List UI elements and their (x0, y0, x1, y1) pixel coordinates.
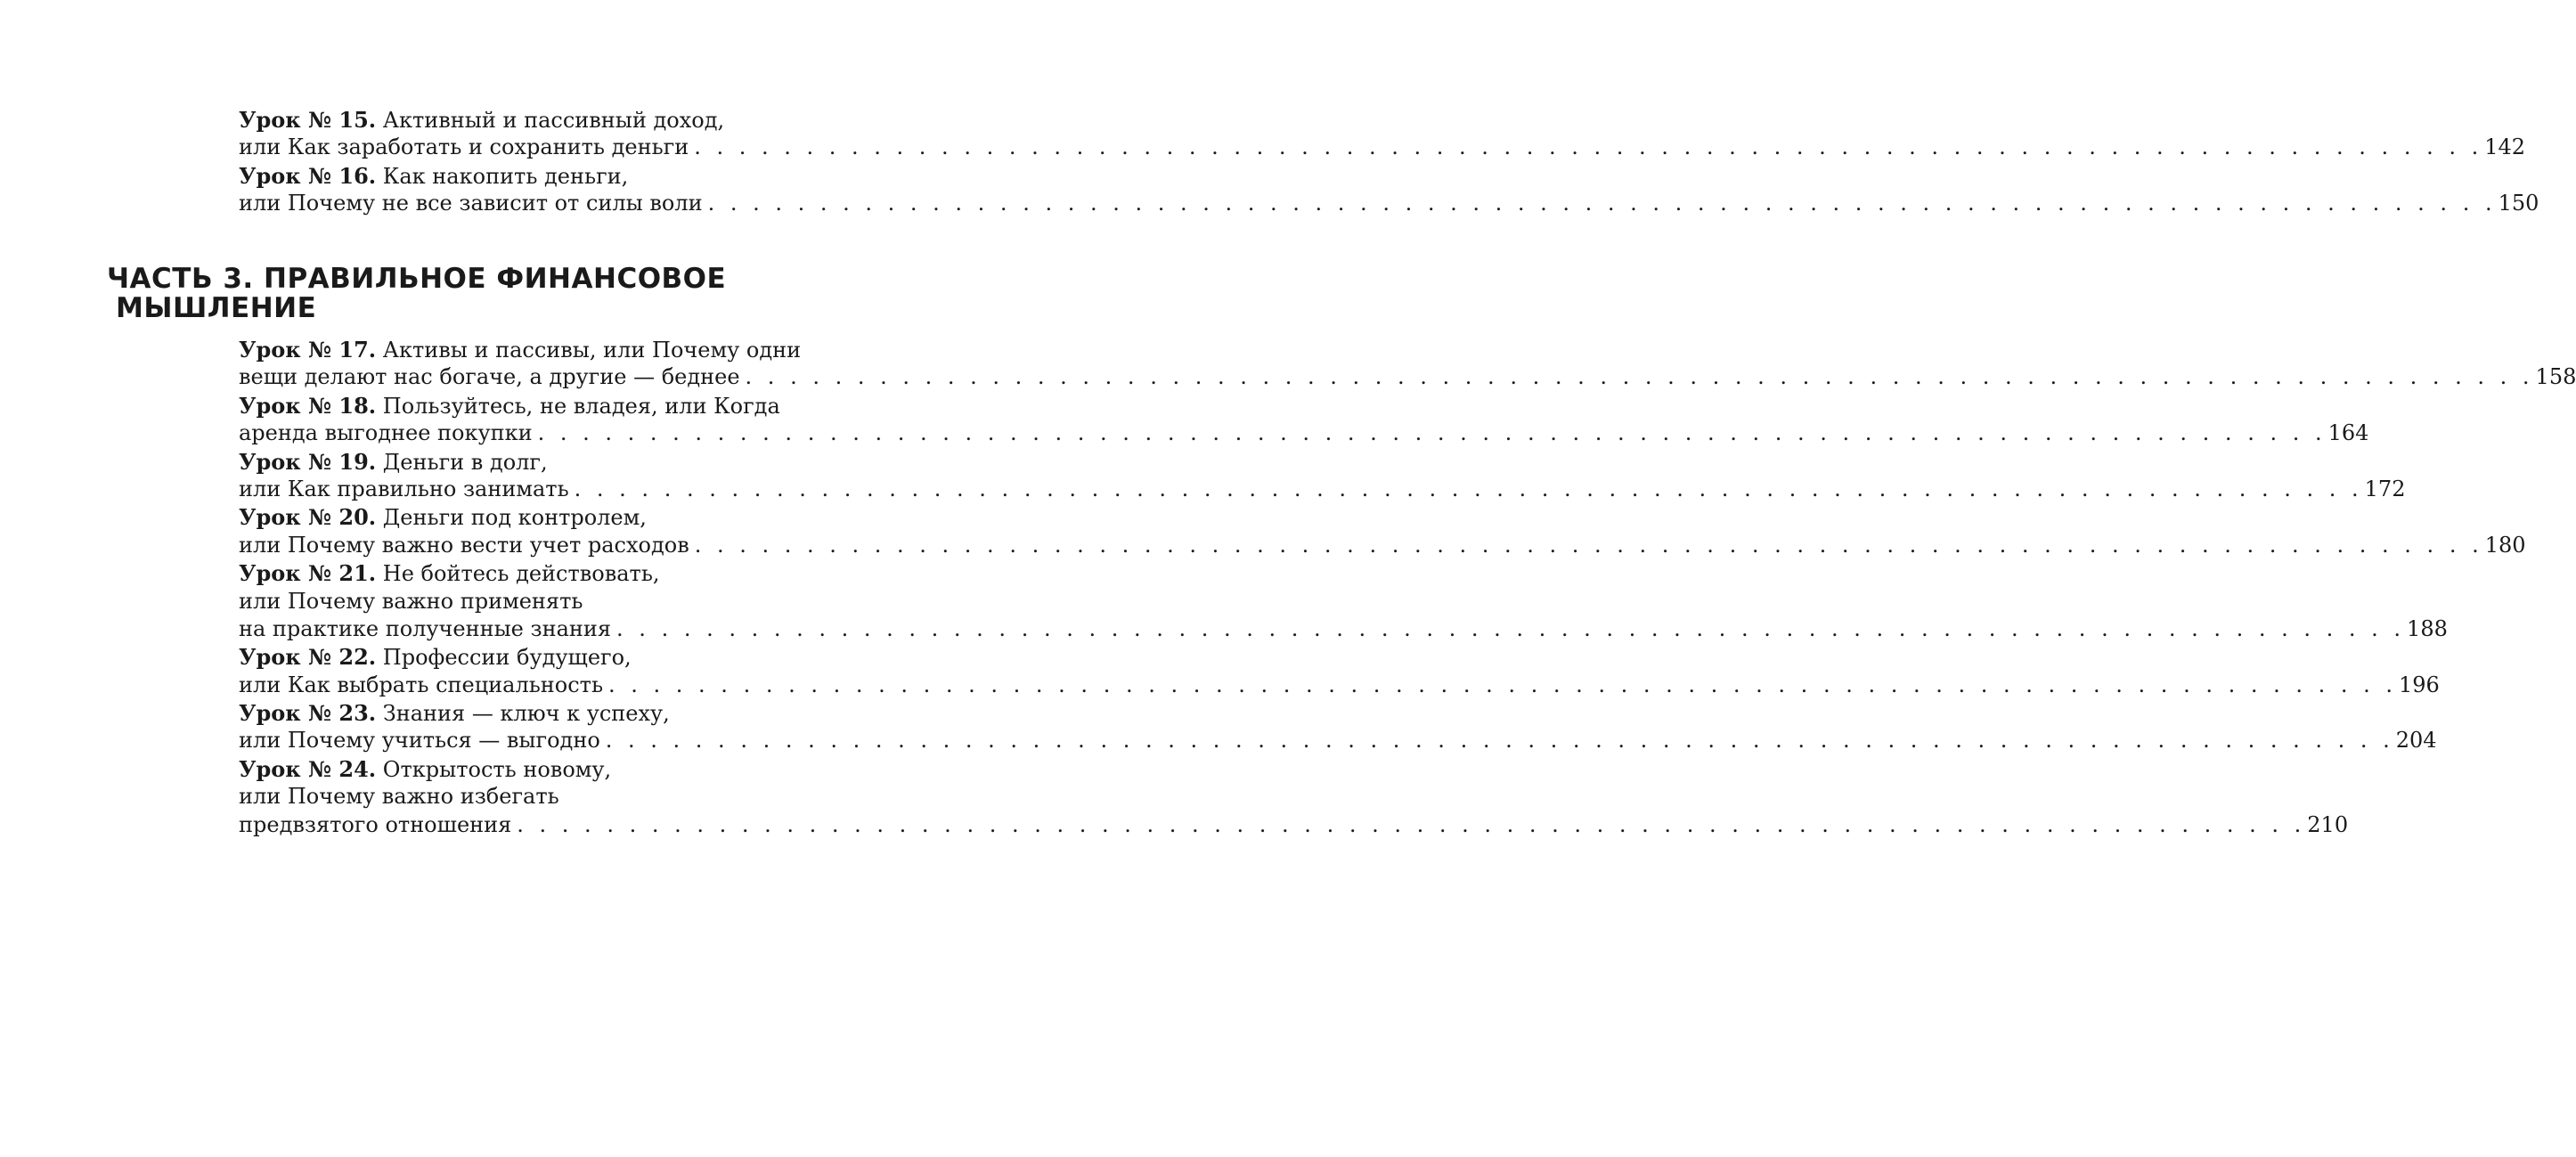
lesson-title-line: Как накопить деньги, (382, 163, 629, 189)
toc-entry-text (239, 783, 559, 811)
toc-entry-line (239, 392, 814, 420)
toc-entry[interactable] (239, 699, 2437, 755)
toc-entry-line (239, 503, 814, 531)
lesson-number: Урок № 15. (239, 107, 377, 133)
lesson-title-line: Профессии будущего, (382, 645, 632, 671)
toc-entry-text (239, 503, 647, 532)
toc-entry-line (239, 643, 814, 671)
toc-entry-line (239, 162, 814, 190)
dot-leader: . . . . . . . . . . . . . . . . . . . . . . . . . . . . . . . . . . . . . . . . . . . . . . . . . . . . . . . . . . . . . . . . . . . . . . . . . . . . . . . . (517, 811, 2306, 837)
toc-entry-line (239, 811, 2349, 839)
lesson-title-line: или Почему учиться — выгодно (239, 728, 600, 754)
lesson-title-line: Знания — ключ к успеху, (382, 701, 670, 727)
part-title-line2: МЫШЛЕНИЕ (116, 292, 317, 324)
part-title-line1: ЧАСТЬ 3. ПРАВИЛЬНОЕ ФИНАНСОВОЕ (107, 263, 727, 295)
toc-entry-text (239, 755, 611, 784)
page-number: 180 (2484, 532, 2526, 558)
dot-leader: . . . . . . . . . . . . . . . . . . . . . . . . . . . . . . . . . . . . . . . . . . . . . . . . . . . . . . . . . . . . . . . . . . . . . . . . . . . . . . . . (537, 420, 2327, 446)
lesson-title-line: или Как выбрать специальность (239, 672, 604, 697)
dot-leader: . . . . . . . . . . . . . . . . . . . . . . . . . . . . . . . . . . . . . . . . . . . . . . . . . . . . . . . . . . . . . . . . . . . . . . . . . . . . . . . . (605, 728, 2394, 754)
toc-entry-text (239, 392, 780, 420)
lesson-number: Урок № 23. (239, 700, 377, 727)
page-number: 188 (2407, 615, 2448, 641)
toc-entry-line (239, 559, 814, 587)
dot-leader: . . . . . . . . . . . . . . . . . . . . . . . . . . . . . . . . . . . . . . . . . . . . . . . . . . . . . . . . . . . . . . . . . . . . . . . . . . . . . . . . (574, 476, 2363, 501)
lesson-number: Урок № 18. (239, 392, 377, 419)
lesson-title-line: Не бойтесь действовать, (382, 561, 660, 587)
lesson-title-line: на практике полученные знания (239, 615, 612, 641)
toc-entry[interactable] (239, 336, 2576, 392)
toc-entry-line (239, 699, 814, 727)
lesson-title-line: или Как заработать и сохранить деньги (239, 134, 689, 160)
part-heading (107, 265, 784, 323)
dot-leader: . . . . . . . . . . . . . . . . . . . . . . . . . . . . . . . . . . . . . . . . . . . . . . . . . . . . . . . . . . . . . . . . . . . . . . . . . . . . . . . . (608, 672, 2398, 697)
dot-leader: . . . . . . . . . . . . . . . . . . . . . . . . . . . . . . . . . . . . . . . . . . . . . . . . . . . . . . . . . . . . . . . . . . . . . . . . . . . . . . . . (616, 615, 2406, 641)
toc-entry-text (239, 363, 740, 391)
toc-entry-line (239, 448, 814, 476)
toc-entry-line (239, 727, 2437, 754)
toc-entry-text (239, 532, 689, 559)
lesson-title-line: предвзятого отношения (239, 811, 512, 837)
toc-section-before (239, 106, 2539, 218)
toc-entry-text (239, 162, 628, 191)
page-number: 158 (2535, 364, 2576, 390)
toc-entry-line (239, 363, 2576, 391)
lesson-title-line: или Почему важно применять (239, 588, 583, 614)
toc-entry-text (239, 420, 533, 447)
toc-entry[interactable] (239, 448, 2406, 504)
toc-entry-text (239, 727, 600, 754)
toc-entry-line (239, 190, 2539, 217)
toc-entry[interactable] (239, 755, 2349, 839)
toc-entry-line (239, 783, 814, 811)
toc-entry-text (239, 615, 611, 643)
toc-entry-line (239, 755, 814, 783)
page-number: 210 (2307, 811, 2349, 837)
toc-entry-text (239, 106, 724, 134)
page-number: 164 (2327, 420, 2369, 446)
lesson-title-line: Деньги в долг, (382, 449, 548, 475)
toc-entry-line (239, 134, 2526, 161)
toc-entry[interactable] (239, 162, 2539, 218)
lesson-number: Урок № 17. (239, 337, 377, 363)
lesson-number: Урок № 24. (239, 755, 377, 782)
toc-entry-line (239, 532, 2526, 559)
toc-entry-text (239, 559, 660, 588)
toc-entry[interactable] (239, 106, 2526, 162)
lesson-title-line: или Почему важно вести учет расходов (239, 532, 689, 558)
toc-entry-text (239, 448, 548, 477)
lesson-title-line: Активный и пассивный доход, (382, 108, 725, 133)
page-number: 204 (2395, 728, 2437, 754)
toc-section-part3 (239, 336, 2576, 839)
lesson-number: Урок № 21. (239, 560, 377, 587)
toc-entry-line (239, 672, 2440, 699)
toc-entry-text (239, 336, 801, 364)
toc-entry[interactable] (239, 392, 2369, 448)
toc-entry-text (239, 643, 632, 672)
page-number: 172 (2364, 476, 2406, 501)
toc-entry-text (239, 134, 689, 161)
lesson-title-line: или Почему не все зависит от силы воли (239, 191, 703, 216)
toc-entry[interactable] (239, 643, 2440, 699)
lesson-number: Урок № 20. (239, 504, 377, 531)
lesson-title-line: или Как правильно занимать (239, 476, 569, 501)
lesson-title-line: аренда выгоднее покупки (239, 420, 533, 446)
toc-entry-text (239, 699, 670, 728)
toc-entry-text (239, 811, 511, 839)
dot-leader: . . . . . . . . . . . . . . . . . . . . . . . . . . . . . . . . . . . . . . . . . . . . . . . . . . . . . . . . . . . . . . . . . . . . . . . . . . . . . . . . (707, 191, 2497, 216)
toc-entry-line (239, 588, 814, 615)
dot-leader: . . . . . . . . . . . . . . . . . . . . . . . . . . . . . . . . . . . . . . . . . . . . . . . . . . . . . . . . . . . . . . . . . . . . . . . . . . . . . . . . (694, 134, 2483, 160)
lesson-title-line: вещи делают нас богаче, а другие — беднее (239, 364, 740, 390)
lesson-number: Урок № 22. (239, 644, 377, 671)
lesson-title-line: Деньги под контролем, (382, 505, 647, 531)
toc-entry-line (239, 336, 814, 363)
toc-entry-line (239, 476, 2406, 503)
toc-entry-text (239, 476, 569, 503)
lesson-title-line: Активы и пассивы, или Почему одни (382, 338, 802, 363)
toc-entry-line (239, 420, 2369, 447)
page-number: 142 (2484, 134, 2526, 160)
toc-entry-text (239, 672, 603, 699)
page-number: 196 (2399, 672, 2440, 697)
lesson-title-line: Пользуйтесь, не владея, или Когда (382, 393, 780, 419)
lesson-title-line: Открытость новому, (382, 756, 612, 782)
lesson-title-line: или Почему важно избегать (239, 784, 559, 810)
toc-entry[interactable] (239, 503, 2526, 559)
lesson-number: Урок № 19. (239, 448, 377, 475)
page-number: 150 (2498, 191, 2539, 216)
toc-entry[interactable] (239, 559, 2448, 643)
toc-entry-text (239, 588, 583, 615)
toc-entry-text (239, 190, 703, 217)
toc-entry-line (239, 615, 2448, 643)
dot-leader: . . . . . . . . . . . . . . . . . . . . . . . . . . . . . . . . . . . . . . . . . . . . . . . . . . . . . . . . . . . . . . . . . . . . . . . . . . . . . . . . (745, 364, 2534, 390)
dot-leader: . . . . . . . . . . . . . . . . . . . . . . . . . . . . . . . . . . . . . . . . . . . . . . . . . . . . . . . . . . . . . . . . . . . . . . . . . . . . . . . . (694, 532, 2483, 558)
toc-entry-line (239, 106, 814, 134)
lesson-number: Урок № 16. (239, 162, 377, 189)
